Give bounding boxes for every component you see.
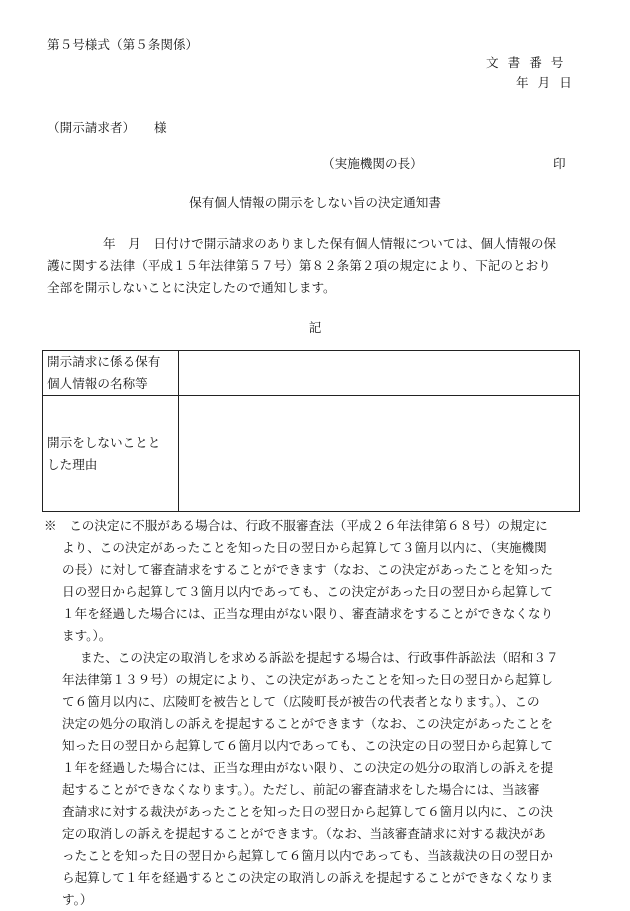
note-line: 知った日の翌日から起算して６箇月以内であっても、この決定の日の翌日から起算して (62, 738, 554, 753)
note-line: 定の取消しの訴えを提起することができます。（なお、当該審査請求に対する裁決があ (62, 826, 546, 841)
intro-line: 年 月 日付けで開示請求のありました保有個人情報については、個人情報の保 (103, 236, 557, 251)
note-line: 査請求に対する裁決があったことを知った日の翌日から起算して６箇月以内に、この決 (62, 804, 554, 819)
agency-head: （実施機関の長） (322, 156, 423, 171)
label-line: 個人情報の名称等 (47, 376, 148, 391)
table-label-cell (43, 396, 179, 512)
recipient-line: （開示請求者） 様 (47, 120, 167, 135)
label-line: した理由 (47, 456, 98, 472)
table-row (43, 396, 580, 512)
table-label-cell (43, 351, 179, 396)
label-line: 開示請求に係る保有 (47, 354, 161, 369)
note-line: １年を経過した場合には、正当な理由がない限り、この決定の処分の取消しの訴えを提 (62, 760, 554, 775)
table-value-cell (179, 351, 580, 396)
note-line: ※ この決定に不服がある場合は、行政不服審査法（平成２６年法律第６８号）の規定に (44, 518, 548, 533)
note-line: ったことを知った日の翌日から起算して６箇月以内であっても、当該裁決の日の翌日か (62, 848, 554, 863)
note-line: 起することができなくなります。）。ただし、前記の審査請求をした場合には、当該審 (62, 782, 540, 797)
intro-line: 全部を開示しないことに決定したので通知します。 (47, 279, 336, 295)
form-number: 第５号様式（第５条関係） (47, 37, 199, 52)
note-line: 決定の処分の取消しの訴えを提起することができます（なお、この決定があったことを (62, 716, 554, 731)
info-table (42, 350, 580, 512)
date-label: 年月日 (516, 75, 581, 90)
label-line: 開示をしないことと (47, 434, 161, 450)
ki-heading: 記 (308, 320, 322, 335)
note-line: ら起算して１年を経過するとこの決定の取消しの訴えを提起することができなくなりま (62, 870, 554, 885)
note-line: また、この決定の取消しを求める訴訟を提起する場合は、行政事件訴訟法（昭和３７ (80, 650, 559, 665)
note-line: 日の翌日から起算して３箇月以内であっても、この決定があった日の翌日から起算して (62, 584, 553, 599)
table-row (43, 351, 580, 396)
note-line: ます。）。 (62, 628, 112, 643)
note-line: す。） (62, 892, 93, 907)
note-line: より、この決定があったことを知った日の翌日から起算して３箇月以内に、（実施機関 (62, 540, 547, 555)
table-value-cell (179, 396, 580, 512)
note-line: て６箇月以内に、広陵町を被告として（広陵町長が被告の代表者となります。）、この (62, 694, 540, 709)
intro-paragraph (47, 233, 587, 298)
document-number-label: 文書番号 (486, 55, 573, 70)
seal-mark: 印 (553, 156, 566, 171)
document-title: 保有個人情報の開示をしない旨の決定通知書 (189, 195, 441, 210)
notes-section (44, 515, 594, 911)
note-line: 年法律第１３９号）の規定により、この決定があったことを知った日の翌日から起算し (62, 672, 554, 687)
note-line: １年を経過した場合には、正当な理由がない限り、審査請求をすることができなくなり (62, 606, 554, 621)
note-line: の長）に対して審査請求をすることができます（なお、この決定があったことを知った (62, 562, 554, 577)
intro-line: 護に関する法律（平成１５年法律第５７号）第８２条第２項の規定により、下記のとおり (47, 257, 551, 273)
